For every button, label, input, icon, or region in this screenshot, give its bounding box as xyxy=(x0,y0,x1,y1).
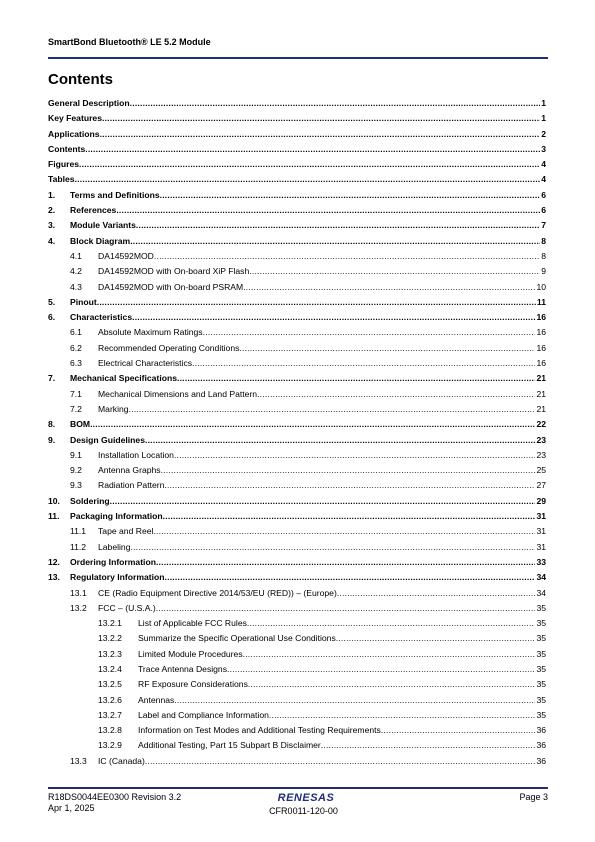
toc-entry-label: Figures xyxy=(48,159,80,170)
toc-dot-leader xyxy=(102,112,540,124)
toc-entry[interactable] xyxy=(48,189,546,204)
toc-entry[interactable] xyxy=(48,571,546,586)
toc-entry-number: 9. xyxy=(48,434,56,445)
toc-entry-page: 35 xyxy=(536,602,546,613)
toc-entry-label: Limited Module Procedures xyxy=(138,648,243,659)
toc-entry[interactable] xyxy=(48,112,546,127)
toc-entry-page: 8 xyxy=(541,250,546,261)
toc-entry-label: Applications xyxy=(48,128,100,139)
toc-dot-leader xyxy=(174,449,535,461)
toc-entry-page: 23 xyxy=(536,434,546,445)
toc-dot-leader xyxy=(227,663,535,675)
toc-dot-leader xyxy=(336,632,536,644)
toc-entry-page: 36 xyxy=(536,740,546,751)
toc-entry-number: 7.2 xyxy=(70,403,82,414)
toc-dot-leader xyxy=(203,326,536,338)
toc-entry[interactable] xyxy=(48,204,546,219)
toc-entry-number: 2. xyxy=(48,205,56,216)
toc-dot-leader xyxy=(164,479,535,491)
toc-entry[interactable] xyxy=(48,219,546,234)
toc-entry-number: 11. xyxy=(48,511,60,522)
toc-entry-page: 2 xyxy=(541,128,546,139)
toc-entry[interactable] xyxy=(48,587,546,602)
toc-entry[interactable] xyxy=(48,755,546,770)
toc-entry[interactable] xyxy=(48,235,546,250)
toc-entry[interactable] xyxy=(48,525,546,540)
toc-dot-leader xyxy=(243,281,535,293)
toc-dot-leader xyxy=(90,418,535,430)
toc-entry[interactable] xyxy=(48,403,546,418)
toc-entry-label: Soldering xyxy=(70,495,110,506)
toc-entry-label: Summarize the Specific Operational Use Conditions xyxy=(138,633,336,644)
toc-entry-number: 1. xyxy=(48,189,56,200)
renesas-logo xyxy=(270,790,342,804)
toc-entry-number: 5. xyxy=(48,296,56,307)
toc-entry-label: Antenna Graphs xyxy=(98,465,161,476)
toc-entry[interactable] xyxy=(48,663,546,678)
toc-entry-label: Packaging Information xyxy=(70,511,163,522)
footer-divider xyxy=(48,787,548,789)
toc-dot-leader xyxy=(116,204,540,216)
toc-entry-label: Design Guidelines xyxy=(70,434,145,445)
toc-entry-number: 12. xyxy=(48,556,60,567)
toc-entry-label: BOM xyxy=(70,419,91,430)
toc-entry-label: FCC – (U.S.A.) xyxy=(98,602,156,613)
toc-dot-leader xyxy=(145,434,535,446)
toc-entry-page: 33 xyxy=(536,556,546,567)
toc-entry-label: Tables xyxy=(48,174,75,185)
toc-entry-number: 13.2.5 xyxy=(98,679,122,690)
toc-dot-leader xyxy=(269,709,536,721)
toc-entry-number: 6.2 xyxy=(70,342,82,353)
toc-entry-label: Labeling xyxy=(98,541,131,552)
toc-entry-page: 16 xyxy=(536,327,546,338)
toc-entry-label: RF Exposure Considerations xyxy=(138,679,248,690)
toc-entry-page: 31 xyxy=(536,541,546,552)
footer-doc-id: R18DS0044EE0300 Revision 3.2 xyxy=(48,792,182,802)
header-divider xyxy=(48,57,548,59)
toc-entry-page: 34 xyxy=(536,572,546,583)
toc-entry-number: 4.2 xyxy=(70,266,82,277)
toc-entry-page: 35 xyxy=(536,633,546,644)
toc-entry-label: IC (Canada) xyxy=(98,755,145,766)
toc-entry[interactable] xyxy=(48,158,546,173)
toc-dot-leader xyxy=(75,173,541,185)
toc-dot-leader xyxy=(247,617,536,629)
toc-entry[interactable] xyxy=(48,128,546,143)
toc-entry-label: CE (Radio Equipment Directive 2014/53/EU (RED)) – (Europe) xyxy=(98,587,337,598)
toc-entry-number: 9.2 xyxy=(70,465,82,476)
toc-entry[interactable] xyxy=(48,342,546,357)
toc-entry-page: 21 xyxy=(536,388,546,399)
toc-dot-leader xyxy=(257,388,535,400)
toc-entry[interactable] xyxy=(48,265,546,280)
toc-entry[interactable] xyxy=(48,479,546,494)
toc-entry-number: 13.2.9 xyxy=(98,740,122,751)
toc-entry-page: 31 xyxy=(536,526,546,537)
toc-entry-page: 31 xyxy=(536,511,546,522)
toc-entry-page: 9 xyxy=(541,266,546,277)
toc-dot-leader xyxy=(192,357,535,369)
toc-entry-page: 16 xyxy=(536,358,546,369)
toc-entry[interactable] xyxy=(48,739,546,754)
toc-entry-label: DA14592MOD with On-board XiP Flash xyxy=(98,266,250,277)
toc-entry-page: 36 xyxy=(536,725,546,736)
toc-entry[interactable] xyxy=(48,495,546,510)
toc-entry-page: 23 xyxy=(536,449,546,460)
toc-entry[interactable] xyxy=(48,632,546,647)
toc-entry-page: 6 xyxy=(541,189,546,200)
toc-dot-leader xyxy=(156,556,536,568)
toc-entry[interactable] xyxy=(48,311,546,326)
toc-entry-label: Mechanical Specifications xyxy=(70,373,177,384)
toc-dot-leader xyxy=(132,311,535,323)
toc-entry-label: Marking xyxy=(98,403,129,414)
toc-dot-leader xyxy=(154,250,540,262)
toc-dot-leader xyxy=(160,189,541,201)
toc-entry-label: Mechanical Dimensions and Land Pattern xyxy=(98,388,258,399)
page-title: Contents xyxy=(48,71,113,88)
toc-entry-page: 35 xyxy=(536,663,546,674)
toc-dot-leader xyxy=(249,265,540,277)
toc-dot-leader xyxy=(130,235,540,247)
toc-entry-page: 35 xyxy=(536,679,546,690)
toc-entry[interactable] xyxy=(48,281,546,296)
toc-entry[interactable] xyxy=(48,678,546,693)
toc-entry-label: Ordering Information xyxy=(70,556,156,567)
toc-entry-label: Additional Testing, Part 15 Subpart B Disclaimer xyxy=(138,740,321,751)
toc-entry-page: 25 xyxy=(536,465,546,476)
toc-entry-number: 4. xyxy=(48,235,56,246)
toc-entry[interactable] xyxy=(48,388,546,403)
toc-entry-page: 35 xyxy=(536,648,546,659)
toc-entry[interactable] xyxy=(48,418,546,433)
table-of-contents xyxy=(48,97,546,770)
toc-dot-leader xyxy=(153,525,535,537)
toc-entry-label: DA14592MOD xyxy=(98,250,154,261)
toc-entry[interactable] xyxy=(48,556,546,571)
toc-entry-label: Installation Location xyxy=(98,449,174,460)
toc-entry-number: 9.1 xyxy=(70,449,82,460)
toc-dot-leader xyxy=(321,739,536,751)
toc-entry-number: 13.1 xyxy=(70,587,87,598)
toc-entry[interactable] xyxy=(48,464,546,479)
toc-entry-label: Trace Antenna Designs xyxy=(138,663,228,674)
toc-entry[interactable] xyxy=(48,97,546,112)
toc-dot-leader xyxy=(165,571,536,583)
toc-entry-page: 4 xyxy=(541,159,546,170)
toc-entry-number: 13.2 xyxy=(70,602,87,613)
toc-entry-page: 4 xyxy=(541,174,546,185)
toc-entry-page: 3 xyxy=(541,143,546,154)
toc-entry-number: 11.2 xyxy=(70,541,87,552)
toc-entry[interactable] xyxy=(48,510,546,525)
toc-entry-label: Antennas xyxy=(138,694,175,705)
toc-entry-number: 13.2.6 xyxy=(98,694,122,705)
toc-entry-label: Pinout xyxy=(70,296,97,307)
toc-entry-label: Key Features xyxy=(48,113,102,124)
toc-entry-number: 6.3 xyxy=(70,358,82,369)
toc-entry[interactable] xyxy=(48,709,546,724)
toc-entry-page: 11 xyxy=(536,296,546,307)
toc-entry-page: 21 xyxy=(536,403,546,414)
toc-entry[interactable] xyxy=(48,694,546,709)
toc-dot-leader xyxy=(136,219,540,231)
toc-entry-label: Electrical Characteristics xyxy=(98,358,193,369)
toc-entry-page: 16 xyxy=(536,342,546,353)
toc-entry-label: Block Diagram xyxy=(70,235,131,246)
toc-entry-label: Recommended Operating Conditions xyxy=(98,342,240,353)
toc-entry-page: 21 xyxy=(536,373,546,384)
toc-entry[interactable] xyxy=(48,372,546,387)
toc-entry-label: General Description xyxy=(48,98,130,108)
toc-dot-leader xyxy=(177,372,535,384)
toc-entry-page: 27 xyxy=(536,480,546,491)
toc-entry-number: 3. xyxy=(48,220,56,231)
document-header-title: SmartBond Bluetooth® LE 5.2 Module xyxy=(48,37,211,47)
toc-entry[interactable] xyxy=(48,434,546,449)
renesas-logo-text: RENESAS xyxy=(277,792,335,804)
toc-entry[interactable] xyxy=(48,724,546,739)
toc-entry[interactable] xyxy=(48,326,546,341)
toc-entry-number: 8. xyxy=(48,419,56,430)
toc-entry[interactable] xyxy=(48,449,546,464)
toc-entry-page: 22 xyxy=(536,419,546,430)
toc-entry-label: Label and Compliance Information xyxy=(138,709,269,720)
toc-dot-leader xyxy=(161,464,536,476)
toc-dot-leader xyxy=(130,97,541,109)
toc-entry-label: Module Variants xyxy=(70,220,136,231)
toc-entry-page: 1 xyxy=(541,98,546,108)
toc-entry-page: 8 xyxy=(541,235,546,246)
toc-entry-number: 4.1 xyxy=(70,250,82,261)
toc-entry-label: Regulatory Information xyxy=(70,572,165,583)
toc-dot-leader xyxy=(248,678,536,690)
toc-entry-number: 13. xyxy=(48,572,60,583)
toc-entry[interactable] xyxy=(48,173,546,188)
toc-entry-label: DA14592MOD with On-board PSRAM xyxy=(98,281,244,292)
toc-entry[interactable] xyxy=(48,617,546,632)
toc-entry-page: 35 xyxy=(536,709,546,720)
toc-dot-leader xyxy=(156,602,536,614)
toc-entry-label: Characteristics xyxy=(70,312,133,323)
toc-entry[interactable] xyxy=(48,357,546,372)
toc-entry-number: 6.1 xyxy=(70,327,82,338)
toc-entry-number: 13.2.3 xyxy=(98,648,122,659)
toc-entry-number: 7.1 xyxy=(70,388,82,399)
toc-entry-label: Information on Test Modes and Additional Testing Requirements xyxy=(138,725,381,736)
toc-entry-number: 6. xyxy=(48,312,56,323)
toc-entry-page: 35 xyxy=(536,618,546,629)
toc-entry-label: Radiation Pattern xyxy=(98,480,165,491)
toc-entry-label: Tape and Reel xyxy=(98,526,154,537)
toc-entry[interactable] xyxy=(48,143,546,158)
toc-dot-leader xyxy=(100,128,541,140)
toc-entry-number: 7. xyxy=(48,373,56,384)
toc-entry[interactable] xyxy=(48,250,546,265)
toc-entry-number: 13.3 xyxy=(70,755,87,766)
toc-entry-number: 4.3 xyxy=(70,281,82,292)
toc-dot-leader xyxy=(243,648,536,660)
toc-dot-leader xyxy=(131,541,536,553)
toc-dot-leader xyxy=(381,724,536,736)
toc-entry-page: 36 xyxy=(536,755,546,766)
toc-entry-label: Absolute Maximum Ratings xyxy=(98,327,203,338)
toc-entry-number: 9.3 xyxy=(70,480,82,491)
toc-entry-page: 29 xyxy=(536,495,546,506)
toc-entry-number: 10. xyxy=(48,495,60,506)
toc-entry-number: 13.2.4 xyxy=(98,663,122,674)
toc-entry[interactable] xyxy=(48,296,546,311)
toc-entry-page: 34 xyxy=(536,587,546,598)
toc-entry[interactable] xyxy=(48,541,546,556)
toc-entry-label: Terms and Definitions xyxy=(70,189,160,200)
toc-entry-label: List of Applicable FCC Rules xyxy=(138,618,247,629)
toc-entry[interactable] xyxy=(48,648,546,663)
footer-date: Apr 1, 2025 xyxy=(48,803,95,813)
toc-dot-leader xyxy=(97,296,536,308)
toc-entry-page: 10 xyxy=(536,281,546,292)
toc-dot-leader xyxy=(239,342,535,354)
toc-entry-page: 7 xyxy=(541,220,546,231)
footer-page-number: Page 3 xyxy=(519,792,548,802)
toc-entry-page: 6 xyxy=(541,205,546,216)
toc-dot-leader xyxy=(174,694,535,706)
toc-entry-label: Contents xyxy=(48,143,86,154)
footer-form-code: CFR0011-120-00 xyxy=(269,806,338,816)
toc-entry-label: References xyxy=(70,205,117,216)
toc-entry-page: 16 xyxy=(536,312,546,323)
toc-entry-number: 13.2.8 xyxy=(98,725,122,736)
toc-entry-number: 13.2.7 xyxy=(98,709,122,720)
toc-entry-number: 13.2.2 xyxy=(98,633,122,644)
toc-entry[interactable] xyxy=(48,602,546,617)
toc-entry-number: 13.2.1 xyxy=(98,618,122,629)
toc-dot-leader xyxy=(337,587,536,599)
toc-dot-leader xyxy=(163,510,536,522)
toc-dot-leader xyxy=(85,143,540,155)
toc-dot-leader xyxy=(129,403,536,415)
toc-dot-leader xyxy=(145,755,536,767)
toc-dot-leader xyxy=(110,495,536,507)
toc-entry-page: 35 xyxy=(536,694,546,705)
toc-entry-page: 1 xyxy=(541,113,546,124)
toc-entry-number: 11.1 xyxy=(70,526,87,537)
toc-dot-leader xyxy=(79,158,540,170)
